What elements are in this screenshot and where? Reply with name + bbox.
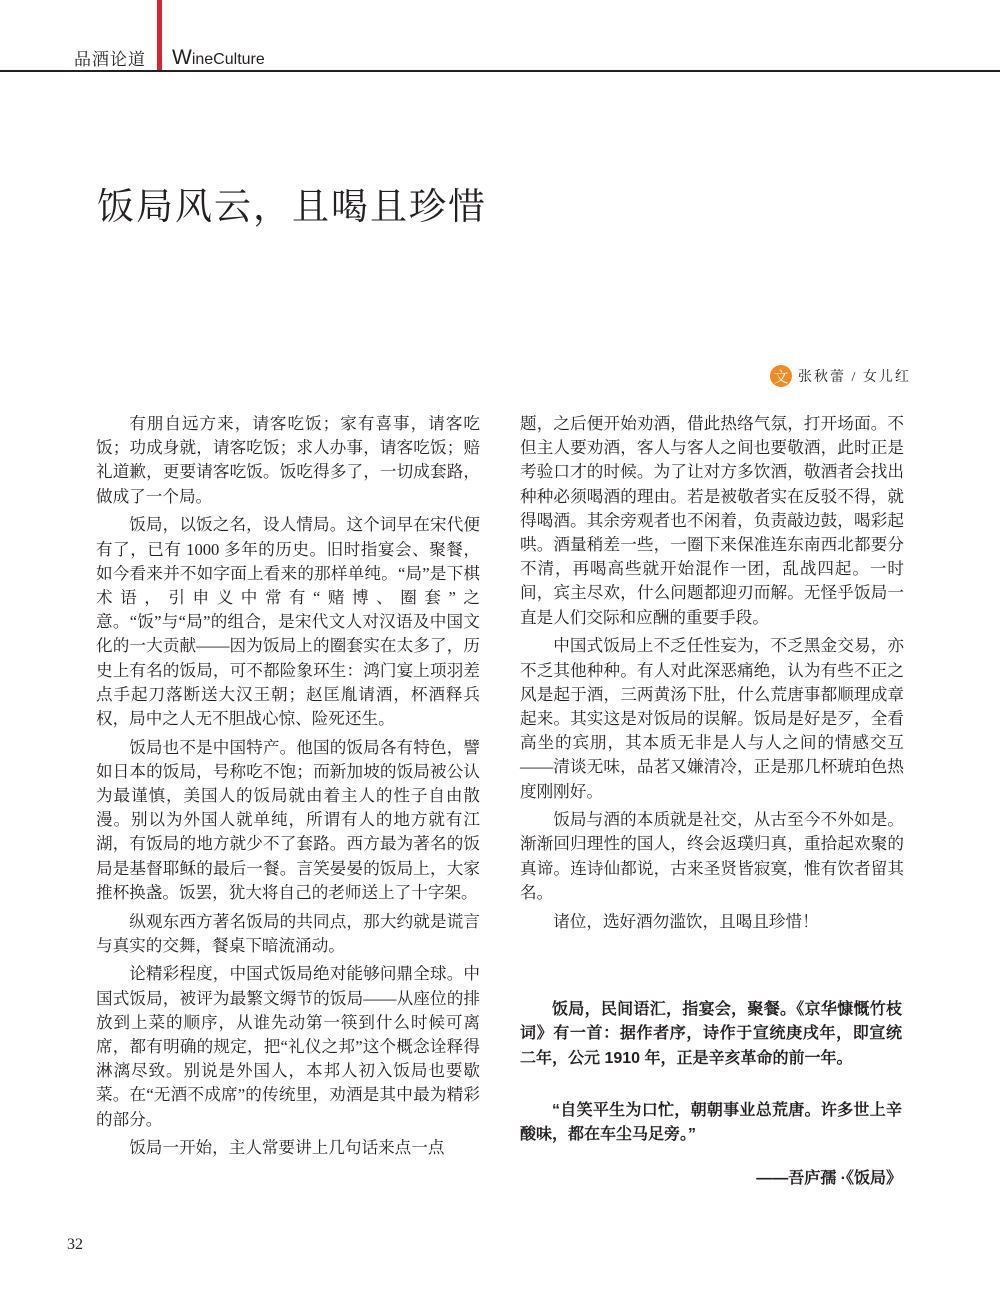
- header-accent-bar: [157, 0, 162, 72]
- sidebar-note-text: 饭局，民间语汇，指宴会，聚餐。《京华慷慨竹枝词》有一首：据作者序，诗作于宣统庚戌年，即宣统二年，公元 1910 年，正是辛亥革命的前一年。: [520, 1001, 902, 1067]
- paragraph: 论精彩程度，中国式饭局绝对能够问鼎全球。中国式饭局，被评为最繁文缛节的饭局——从座位的排放到上菜的顺序，从谁先动第一筷到什么时候可离席，都有明确的规定，把“礼仪之邦”这个概念诠释得淋漓尽致。别说是外国人，本邦人初入饭局也要歇菜。在“无酒不成席”的传统里，劝酒是其中最为精彩的部分。: [96, 964, 480, 1129]
- header-rule: [0, 70, 1000, 72]
- author-name: 张秋蕾 / 女儿红: [798, 370, 911, 385]
- section-title-en-initial: W: [172, 46, 192, 69]
- left-column: [96, 412, 480, 1165]
- paragraph: 饭局一开始，主人常要讲上几句话来点一点: [129, 1138, 445, 1158]
- page-number: 32: [67, 1236, 83, 1253]
- section-title-cn: 品酒论道: [74, 50, 146, 69]
- article-title: 饭局风云，且喝且珍惜: [97, 186, 487, 227]
- section-title-en: [172, 46, 265, 70]
- sidebar-attribution: ——吾庐孺 ·《饭局》: [756, 1170, 902, 1188]
- paragraph: 饭局也不是中国特产。他国的饭局各有特色，譬如日本的饭局，号称吃不饱；而新加坡的饭局被公认为最谨慎，美国人的饭局就由着主人的性子自由散漫。别以为外国人就单纯，所谓有人的地方就有江湖，有饭局的地方就少不了套路。西方最为著名的饭局是基督耶稣的最后一餐。言笑晏晏的饭局上，大家推杯换盏。饭罢，犹大将自己的老师送上了十字架。: [96, 737, 480, 902]
- author-line: [770, 365, 911, 387]
- paragraph: 有朋自远方来，请客吃饭；家有喜事，请客吃饭；功成身就，请客吃饭；求人办事，请客吃饭；赔礼道歉，更要请客吃饭。饭吃得多了，一切成套路，做成了一个局。: [96, 414, 480, 506]
- section-title-en-rest: ineCulture: [191, 51, 265, 68]
- author-wen-icon: 文: [770, 365, 792, 387]
- right-column: [520, 412, 904, 938]
- sidebar-note: [520, 998, 902, 1192]
- paragraph: 纵观东西方著名饭局的共同点，那大约就是谎言与真实的交舞，餐桌下暗流涌动。: [96, 911, 480, 955]
- paragraph: 中国式饭局上不乏任性妄为，不乏黑金交易，亦不乏其他种种。有人对此深恶痛绝，认为有些不正之风是起于酒，三两黄汤下肚，什么荒唐事都顺理成章起来。其实这是对饭局的误解。饭局是好是歹，全看高坐的宾朋，其本质无非是人与人之间的情感交互——清谈无味，品茗又嫌清冷，正是那几杯琥珀色热度刚刚好。: [520, 636, 904, 801]
- paragraph: 饭局与酒的本质就是社交，从古至今不外如是。渐渐回归理性的国人，终会返璞归真，重拾起欢聚的真谛。连诗仙都说，古来圣贤皆寂寞，惟有饮者留其名。: [520, 810, 904, 902]
- paragraph: 饭局，以饭之名，设人情局。这个词早在宋代便有了，已有 1000 多年的历史。旧时指宴会、聚餐，如今看来并不如字面上看来的那样单纯。“局”是下棋术语，引申义中常有“赌博、圈套”之意。“饭”与“局”的组合，是宋代文人对汉语及中国文化的一大贡献——因为饭局上的圈套实在太多了，历史上有名的饭局，可不都险象环生：鸿门宴上项羽差点手起刀落断送大汉王朝；赵匡胤请酒，杯酒释兵权，局中之人无不胆战心惊、险死还生。: [96, 515, 480, 728]
- sidebar-quote: “自笑平生为口忙，朝朝事业总荒唐。许多世上辛酸味，都在车尘马足旁。”: [520, 1101, 902, 1144]
- paragraph: 诸位，选好酒勿滥饮，且喝且珍惜！: [553, 911, 819, 931]
- paragraph-continued: 题，之后便开始劝酒，借此热络气氛，打开场面。不但主人要劝酒，客人与客人之间也要敬酒，此时正是考验口才的时候。为了让对方多饮酒，敬酒者会找出种种必须喝酒的理由。若是被敬者实在反驳不得，就得喝酒。其余旁观者也不闲着，负责敲边鼓，喝彩起哄。酒量稍差一些，一圈下来保准连东南西北都要分不清，再喝高些就开始混作一团，乱战四起。一时间，宾主尽欢，什么问题都迎刃而解。无怪乎饭局一直是人们交际和应酬的重要手段。: [520, 414, 904, 627]
